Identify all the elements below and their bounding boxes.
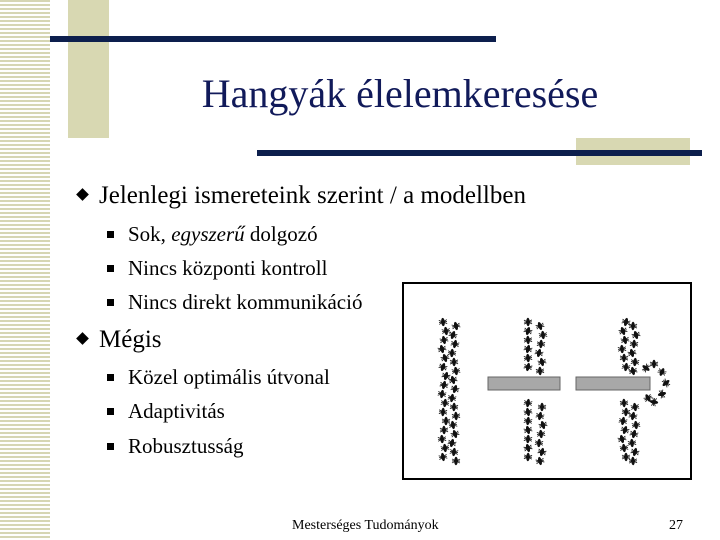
ant-group <box>437 317 672 466</box>
bullet-item <box>78 325 162 355</box>
ant-icon <box>657 367 668 378</box>
ant-icon <box>620 354 628 363</box>
page-number: 27 <box>669 518 683 533</box>
ant-icon <box>538 420 548 430</box>
ant-icon <box>535 411 545 421</box>
ant-icon <box>524 353 533 362</box>
sub-bullet-text: Adaptivitás <box>128 399 225 423</box>
ant-path-figure <box>402 282 692 480</box>
ant-icon <box>450 429 460 439</box>
ant-icon <box>524 336 533 345</box>
ant-icon <box>649 397 659 406</box>
slide-footer: Mesterséges Tudományok <box>292 518 439 533</box>
slide-title: Hangyák élelemkeresése <box>201 71 599 116</box>
ant-icon <box>622 408 631 417</box>
ant-icon <box>524 434 533 443</box>
ant-icon <box>448 375 458 385</box>
sub-bullet-text: Robusztusság <box>128 434 244 458</box>
ant-icon <box>650 360 658 368</box>
sub-bullet-item <box>107 255 327 281</box>
ant-icon <box>631 357 640 366</box>
ant-icon <box>535 321 545 331</box>
ant-icon <box>627 348 637 358</box>
sub-bullet-item <box>107 289 362 315</box>
diamond-bullet-icon <box>76 332 89 345</box>
sub-bullet-text-prefix: Sok, <box>128 222 172 246</box>
ant-icon <box>535 456 545 466</box>
ant-icon <box>440 426 448 435</box>
ant-icon <box>632 420 641 429</box>
bullet-item <box>78 181 526 211</box>
ant-icon <box>451 321 461 331</box>
ant-icon <box>448 420 457 430</box>
ant-icon <box>657 389 667 399</box>
ant-icon <box>622 453 630 462</box>
ant-icon <box>539 330 548 339</box>
ant-icon <box>536 367 544 376</box>
ant-icon <box>452 412 461 421</box>
ant-icon <box>523 425 533 435</box>
ant-icon <box>452 457 460 466</box>
ant-icon <box>630 447 640 457</box>
ant-icon <box>440 443 449 452</box>
square-bullet-icon <box>107 408 114 415</box>
ant-icon <box>524 318 532 327</box>
ant-icon <box>537 429 546 438</box>
sub-bullet-item <box>107 433 244 459</box>
sub-bullet-item <box>107 364 330 390</box>
ant-icon <box>438 362 448 373</box>
ant-icon <box>524 416 533 425</box>
sub-bullet-text: Nincs direkt kommunikáció <box>128 290 363 314</box>
ant-icon <box>617 434 627 444</box>
ant-icon <box>629 322 637 331</box>
ant-icon <box>629 457 637 466</box>
ant-icon <box>450 384 460 394</box>
ant-icon <box>450 339 460 349</box>
striped-decoration <box>0 0 50 540</box>
tan-accent-block-top <box>68 0 109 138</box>
ant-icon <box>439 408 448 417</box>
ant-icon <box>441 398 450 407</box>
ant-icon <box>439 317 448 326</box>
ant-icon <box>450 403 458 412</box>
sub-bullet-text-suffix: dolgozó <box>244 222 318 246</box>
title-bar-bottom <box>257 150 702 156</box>
ant-icon <box>538 403 546 412</box>
ant-icon <box>523 326 533 336</box>
ant-icon <box>628 438 637 447</box>
ant-icon <box>437 389 446 399</box>
ant-icon <box>630 402 639 412</box>
obstacle-bar-middle <box>488 377 560 390</box>
ant-icon <box>438 434 447 443</box>
diamond-bullet-icon <box>76 188 89 201</box>
ant-icon <box>523 443 533 453</box>
ant-icon <box>660 377 672 389</box>
sub-bullet-item <box>107 398 225 424</box>
ant-icon <box>451 366 460 376</box>
ant-icon <box>523 362 533 372</box>
ant-icon <box>620 425 630 435</box>
ant-icon <box>618 344 627 353</box>
ant-icon <box>535 438 544 447</box>
ant-icon <box>441 326 450 336</box>
ant-icon <box>447 438 457 448</box>
ant-icon <box>523 407 533 417</box>
ant-icon <box>437 344 447 354</box>
ant-icon <box>450 358 458 367</box>
square-bullet-icon <box>107 265 114 272</box>
sub-bullet-item <box>107 221 318 247</box>
ant-icon <box>618 326 628 337</box>
obstacle-bar-right <box>576 377 650 390</box>
square-bullet-icon <box>107 231 114 238</box>
ant-icon <box>620 335 630 345</box>
ant-icon <box>439 380 449 390</box>
ant-icon <box>537 340 546 349</box>
bullet-text: Mégis <box>99 326 162 353</box>
ant-icon <box>618 416 627 426</box>
sub-bullet-text: Közel optimális útvonal <box>128 365 330 389</box>
ant-icon <box>524 453 532 462</box>
sub-bullet-text-emph: egyszerű <box>171 222 245 246</box>
ant-icon <box>523 398 532 408</box>
ant-icon <box>448 348 457 357</box>
square-bullet-icon <box>107 374 114 381</box>
title-bar-top <box>50 36 496 42</box>
ant-icon <box>449 447 458 456</box>
ant-icon <box>629 429 639 439</box>
ant-icon <box>534 348 544 358</box>
ant-icon <box>523 344 533 354</box>
ant-icon <box>537 357 547 367</box>
square-bullet-icon <box>107 299 114 306</box>
ant-icon <box>439 335 449 345</box>
ant-icon <box>448 330 458 341</box>
ant-icon <box>631 330 641 340</box>
bullet-text: Jelenlegi ismereteink szerint / a modellben <box>99 182 526 209</box>
sub-bullet-text: Nincs központi kontroll <box>128 256 328 280</box>
ant-icon <box>630 340 639 349</box>
square-bullet-icon <box>107 443 114 450</box>
ant-icon <box>537 447 547 457</box>
ant-path-illustration <box>404 284 690 478</box>
ant-icon <box>438 452 447 462</box>
ant-icon <box>619 443 628 452</box>
ant-icon <box>620 399 628 408</box>
